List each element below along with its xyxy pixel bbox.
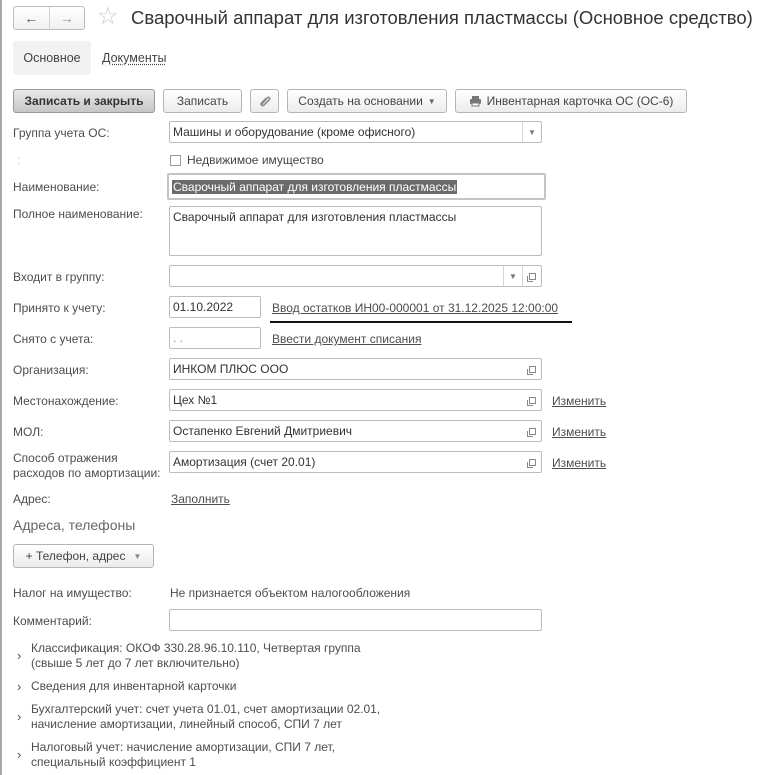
save-label: Записать — [176, 94, 229, 108]
accepted-date-value: 01.10.2022 — [173, 300, 234, 314]
empty-label: : — [17, 153, 21, 167]
open-button[interactable] — [522, 266, 541, 286]
open-icon — [529, 397, 536, 404]
parent-group-label: Входит в группу: — [13, 270, 105, 284]
location-field[interactable] — [169, 389, 542, 411]
add-contact-button[interactable] — [13, 544, 154, 568]
comment-input[interactable] — [169, 609, 542, 631]
window-border — [0, 0, 2, 775]
group-label: Группа учета ОС: — [13, 126, 110, 140]
comment-label: Комментарий: — [13, 614, 92, 628]
arrow-right-icon: → — [59, 10, 74, 26]
open-button[interactable] — [523, 421, 541, 441]
dropdown-icon[interactable]: ▼ — [503, 266, 522, 286]
accounting-line1: Бухгалтерский учет: счет учета 01.01, счет амортизации 02.01, — [31, 702, 381, 716]
location-label: Местонахождение: — [13, 394, 119, 408]
classification-line2: (свыше 5 лет до 7 лет включительно) — [31, 656, 240, 670]
print-inventory-card-button[interactable] — [455, 89, 687, 113]
accounting-group[interactable] — [17, 702, 380, 732]
save-button[interactable] — [163, 89, 242, 113]
organization-value: ИНКОМ ПЛЮС ООО — [173, 362, 289, 376]
name-label: Наименование: — [13, 180, 100, 194]
real-estate-label: Недвижимое имущество — [187, 153, 324, 167]
contacts-section-title: Адреса, телефоны — [13, 517, 136, 533]
dropdown-icon[interactable]: ▼ — [522, 122, 541, 142]
open-icon — [529, 459, 536, 466]
save-and-close-label: Записать и закрыть — [24, 94, 144, 108]
full-name-label: Полное наименование: — [13, 207, 143, 221]
inventory-card-line1: Сведения для инвентарной карточки — [31, 679, 237, 693]
address-label: Адрес: — [13, 492, 51, 506]
tax-accounting-group[interactable] — [17, 740, 335, 770]
tax-accounting-line1: Налоговый учет: начисление амортизации, СПИ 7 лет, — [31, 740, 336, 754]
name-input[interactable] — [167, 173, 546, 200]
real-estate-checkbox[interactable] — [170, 155, 181, 166]
navigation-buttons — [13, 6, 85, 30]
removed-date-value: . . — [173, 331, 184, 345]
accepted-label: Принято к учету: — [13, 301, 106, 315]
annotation-underline — [270, 321, 572, 323]
name-value: Сварочный аппарат для изготовления пластмассы — [173, 179, 457, 194]
chevron-right-icon: › — [17, 648, 22, 663]
create-based-on-label: Создать на основании — [298, 94, 423, 108]
depreciation-method-label-line2: расходов по амортизации: — [13, 466, 161, 480]
classification-line1: Классификация: ОКОФ 330.28.96.10.110, Четвертая группа — [31, 641, 361, 655]
create-based-on-button[interactable] — [287, 89, 447, 113]
chevron-right-icon: › — [17, 709, 22, 724]
depreciation-method-value: Амортизация (счет 20.01) — [173, 455, 316, 469]
organization-label: Организация: — [13, 363, 89, 377]
chevron-down-icon: ▼ — [427, 96, 436, 106]
open-icon — [529, 428, 536, 435]
chevron-right-icon: › — [17, 747, 22, 762]
printer-icon — [469, 95, 482, 107]
depreciation-method-field[interactable] — [169, 451, 542, 473]
mol-field[interactable] — [169, 420, 542, 442]
mol-value: Остапенко Евгений Дмитриевич — [173, 424, 353, 438]
change-location-link[interactable]: Изменить — [552, 394, 607, 408]
property-tax-label: Налог на имущество: — [13, 586, 132, 600]
removed-label: Снято с учета: — [13, 332, 94, 346]
removed-date-input[interactable] — [169, 327, 261, 349]
paperclip-icon — [259, 95, 271, 107]
change-mol-link[interactable]: Изменить — [552, 425, 607, 439]
print-inventory-card-label: Инвентарная карточка ОС (ОС-6) — [486, 94, 674, 108]
add-contact-label: + Телефон, адрес — [25, 549, 126, 563]
tax-accounting-line2: специальный коэффициент 1 — [31, 755, 196, 769]
parent-group-select[interactable] — [169, 265, 542, 287]
change-depreciation-link[interactable]: Изменить — [552, 456, 607, 470]
forward-button[interactable] — [49, 7, 85, 29]
attach-button[interactable] — [250, 89, 279, 113]
group-select[interactable] — [169, 121, 542, 143]
back-button[interactable] — [14, 7, 49, 29]
save-and-close-button[interactable] — [13, 89, 155, 113]
open-button[interactable] — [523, 359, 541, 379]
write-off-document-link[interactable]: Ввести документ списания — [272, 332, 422, 346]
full-name-value: Сварочный аппарат для изготовления пластмассы — [173, 210, 457, 224]
group-value: Машины и оборудование (кроме офисного) — [173, 125, 416, 139]
arrow-left-icon: ← — [24, 10, 39, 26]
inventory-card-group[interactable] — [17, 679, 236, 694]
full-name-textarea[interactable] — [169, 206, 542, 256]
tab-main[interactable] — [13, 41, 91, 75]
fill-address-link[interactable]: Заполнить — [171, 492, 230, 506]
accepted-document-link[interactable]: Ввод остатков ИН00-000001 от 31.12.2025 12:00:00 — [272, 301, 559, 315]
open-icon — [529, 366, 536, 373]
depreciation-method-label-line1: Способ отражения — [13, 451, 118, 465]
open-icon — [529, 273, 536, 280]
star-icon[interactable]: ☆ — [97, 3, 119, 30]
chevron-down-icon: ▼ — [133, 551, 142, 561]
location-value: Цех №1 — [173, 393, 218, 407]
real-estate-checkbox-row[interactable] — [170, 153, 324, 167]
page-title: Сварочный аппарат для изготовления пластмассы (Основное средство) — [131, 7, 753, 28]
classification-group[interactable] — [17, 641, 361, 671]
tab-documents[interactable]: Документы — [102, 51, 167, 65]
accounting-line2: начисление амортизации, линейный способ, СПИ 7 лет — [31, 717, 342, 731]
chevron-right-icon: › — [17, 679, 22, 694]
mol-label: МОЛ: — [13, 425, 44, 439]
open-button[interactable] — [523, 390, 541, 410]
open-button[interactable] — [523, 452, 541, 472]
organization-field[interactable] — [169, 358, 542, 380]
property-tax-value: Не признается объектом налогообложения — [170, 586, 411, 600]
accepted-date-input[interactable] — [169, 296, 261, 318]
tab-main-label: Основное — [23, 51, 81, 65]
